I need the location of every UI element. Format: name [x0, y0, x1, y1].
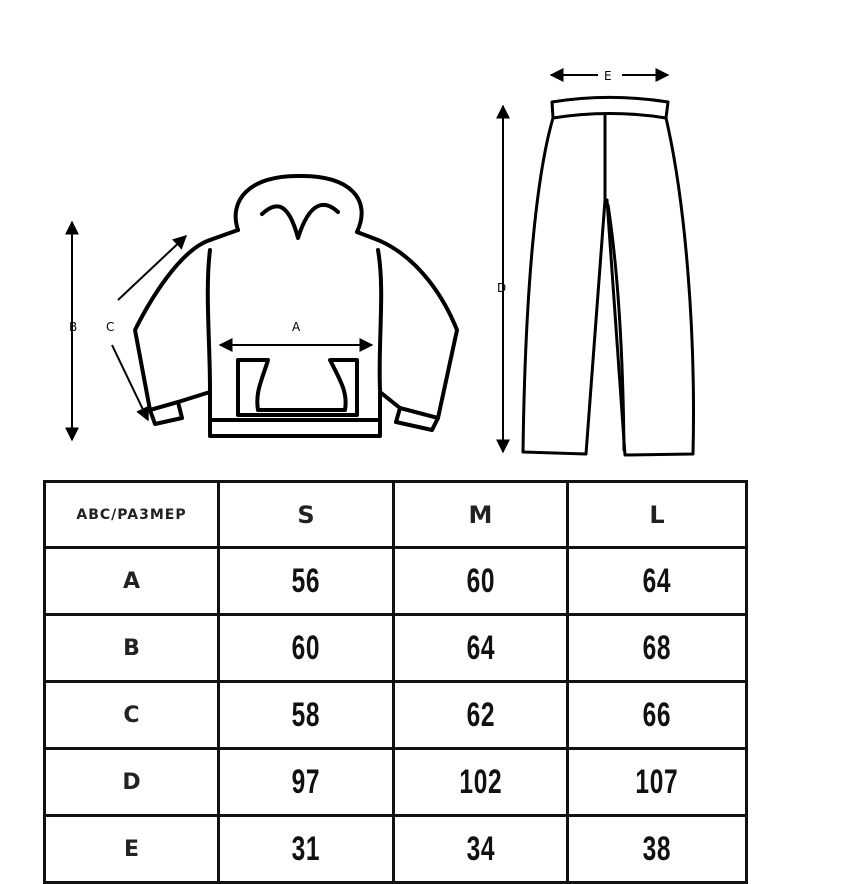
value-cell — [219, 749, 394, 816]
value-cell — [219, 548, 394, 615]
value: 38 — [642, 829, 672, 868]
value-cell — [568, 682, 747, 749]
row-label-cell — [45, 682, 219, 749]
size-table-container — [43, 480, 745, 884]
row-label-cell — [45, 615, 219, 682]
table-row — [45, 749, 747, 816]
row-label-cell — [45, 816, 219, 883]
value-cell — [394, 615, 568, 682]
value: 58 — [291, 695, 321, 734]
pants-dimensions — [503, 75, 668, 452]
table-row — [45, 682, 747, 749]
row-label: C — [123, 702, 140, 728]
size-table — [43, 480, 748, 884]
pants-drawing — [523, 98, 693, 456]
value-cell — [568, 615, 747, 682]
value: 64 — [642, 561, 672, 600]
row-label-cell — [45, 548, 219, 615]
value-cell — [219, 615, 394, 682]
value: 60 — [466, 561, 495, 600]
value-cell — [394, 548, 568, 615]
size-header-s: S — [297, 500, 315, 529]
row-label: A — [122, 568, 141, 594]
value: 107 — [635, 762, 679, 801]
table-corner-cell — [45, 482, 219, 548]
dimension-label-d: D — [497, 281, 507, 295]
row-label: B — [123, 635, 140, 661]
value-cell — [394, 816, 568, 883]
value-cell — [394, 682, 568, 749]
value: 60 — [291, 628, 321, 667]
row-label: D — [122, 769, 141, 795]
table-corner-label: ABC/PA3MEP — [76, 506, 187, 523]
dimension-label-b: B — [69, 320, 78, 334]
value: 34 — [466, 829, 495, 868]
size-header-cell — [568, 482, 747, 548]
dimension-label-e: E — [604, 69, 612, 83]
size-header-cell — [219, 482, 394, 548]
table-row — [45, 548, 747, 615]
value-cell — [219, 682, 394, 749]
value: 62 — [466, 695, 495, 734]
row-label-cell — [45, 749, 219, 816]
size-header-l: L — [649, 500, 665, 529]
table-header-row — [45, 482, 747, 548]
hoodie-dimensions — [72, 222, 372, 440]
table-row — [45, 816, 747, 883]
dimension-label-c: C — [106, 320, 115, 334]
value: 56 — [291, 561, 321, 600]
row-label: E — [123, 836, 140, 862]
value: 102 — [458, 762, 502, 801]
value-cell — [568, 749, 747, 816]
hoodie-drawing — [135, 176, 457, 436]
value: 64 — [466, 628, 495, 667]
size-header-cell — [394, 482, 568, 548]
table-row — [45, 615, 747, 682]
size-header-m: M — [468, 500, 493, 529]
value: 66 — [642, 695, 672, 734]
value-cell — [568, 816, 747, 883]
value: 97 — [291, 762, 321, 801]
value-cell — [219, 816, 394, 883]
dimension-label-a: A — [292, 320, 301, 334]
value: 68 — [642, 628, 672, 667]
value-cell — [394, 749, 568, 816]
value-cell — [568, 548, 747, 615]
value: 31 — [291, 829, 321, 868]
